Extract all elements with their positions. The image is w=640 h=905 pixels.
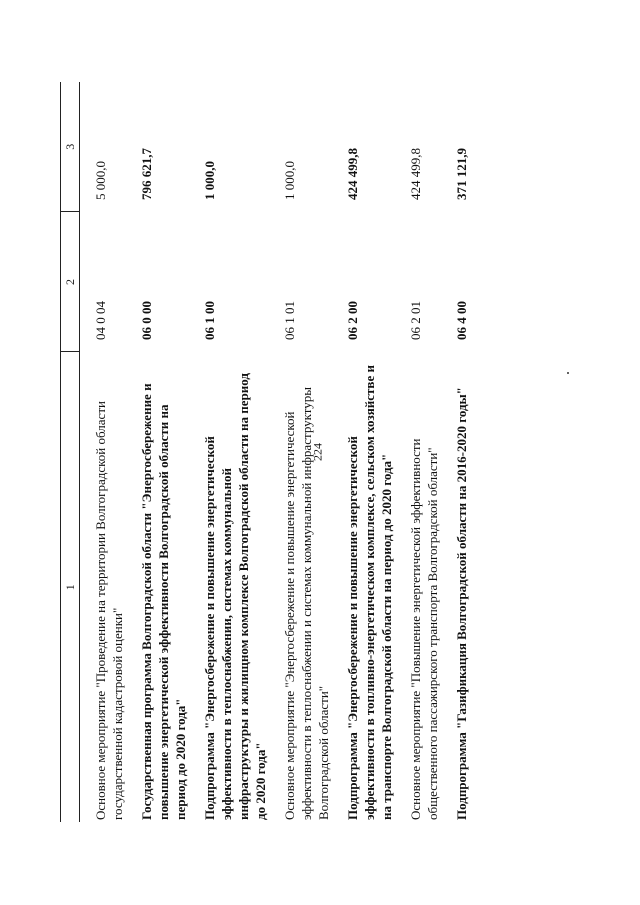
table-row [269,82,332,822]
row-name-cell: Подпрограмма "Энергосбережение и повышение энергетической эффективности в теплоснабжении, системах коммунальной инфраструктуры и жилищном комплексе Волгоградской области на период до 2020 года" [202,373,268,820]
table-row [395,82,441,822]
table-row [441,82,470,822]
row-name-cell: Основное мероприятие "Проведение на территории Волгоградской области государственной кадастровой оценки" [93,401,125,820]
budget-table [60,82,470,822]
column-header-1: 1 [61,352,80,822]
row-amount-cell: 424 499,8 [408,148,423,200]
row-amount-cell: 5 000,0 [93,161,108,200]
row-code-cell: 06 1 01 [282,301,297,340]
table-body [80,82,471,822]
stray-mark [567,372,569,374]
row-amount-cell: 1 000,0 [202,161,217,200]
row-amount-cell: 424 499,8 [345,148,360,200]
row-code-cell: 06 2 01 [408,301,423,340]
column-header-2: 2 [61,212,80,352]
table-row [80,82,127,822]
row-name-cell: Государственная программа Волгоградской области "Энергосбережение и повышение энергетической эффективности Волгоградской области на период до 2020 года" [139,383,188,820]
row-code-cell: 04 0 04 [93,301,108,340]
table-row [189,82,269,822]
row-code-cell: 06 4 00 [454,301,469,340]
row-name-cell: Основное мероприятие "Энергосбережение и повышение энергетической эффективности в теплоснабжении и системах коммунальной инфраструктуры Волгоградской области" [282,386,331,820]
row-amount-cell: 371 121,9 [454,148,469,200]
row-name-cell: Подпрограмма "Газификация Волгоградской области на 2016-2020 годы" [454,387,469,820]
row-amount-cell: 1 000,0 [282,161,297,200]
rotated-table-sheet [60,82,580,822]
row-name-cell: Основное мероприятие "Повышение энергетической эффективности общественного пассажирского транспорта Волгоградской области" [408,438,440,820]
row-name-cell: Подпрограмма "Энергосбережение и повышение энергетической эффективности в топливно-энергетическом комплексе, сельском хозяйстве и на транспорте Волгоградской области на период до 2020 года" [345,365,394,820]
row-amount-cell: 796 621,7 [139,148,154,200]
column-header-3: 3 [61,82,80,212]
page-number: 224 [310,443,325,461]
table-row [126,82,189,822]
table-row [332,82,395,822]
row-code-cell: 06 1 00 [202,301,217,340]
row-code-cell: 06 0 00 [139,301,154,340]
row-code-cell: 06 2 00 [345,301,360,340]
table-header [61,82,80,822]
